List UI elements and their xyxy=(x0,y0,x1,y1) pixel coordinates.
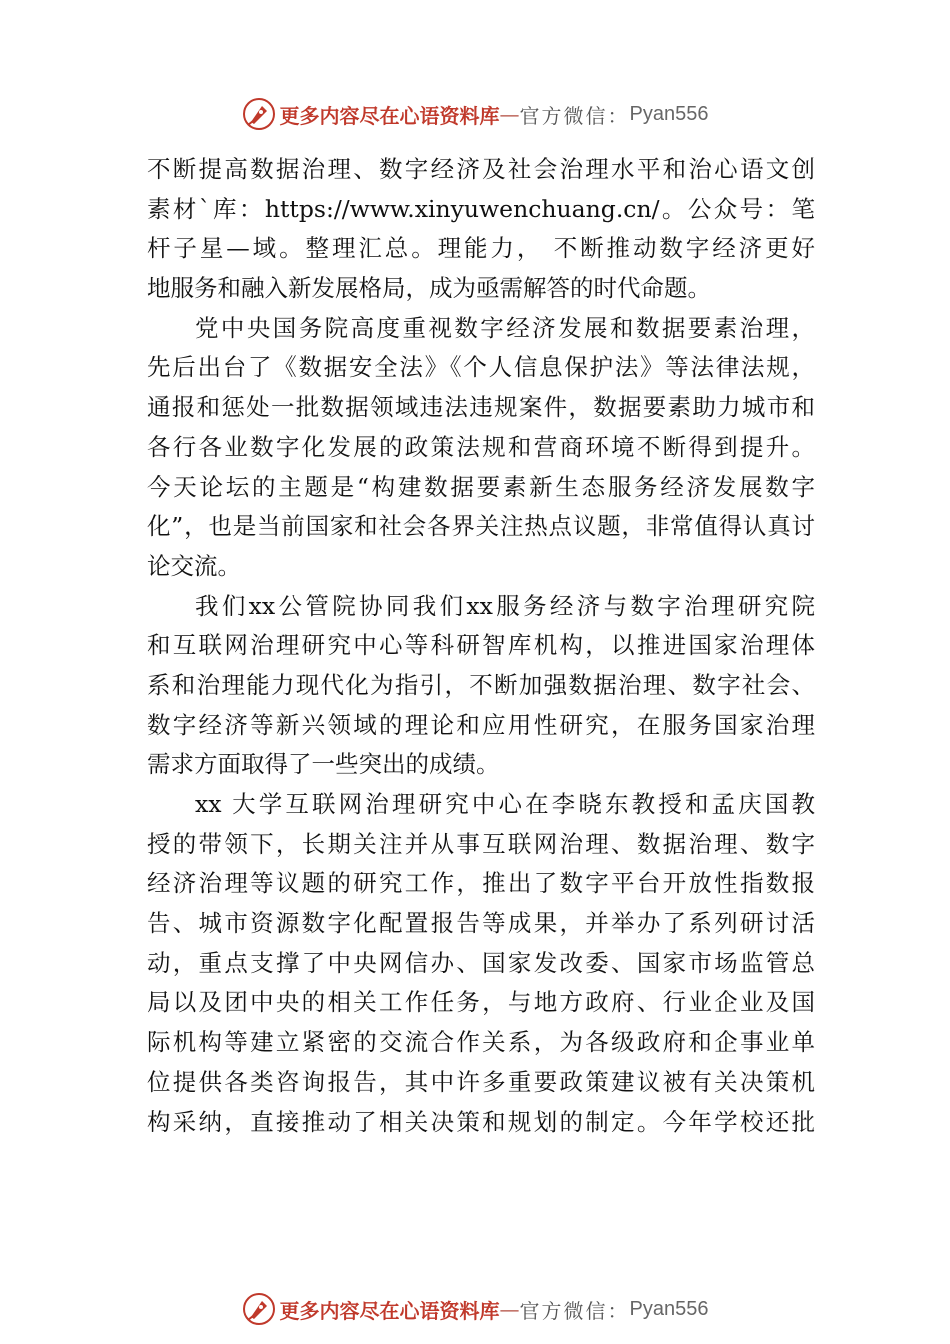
text-line: 构采纳，直接推动了相关决策和规划的制定。今年学校还批 xyxy=(147,1107,815,1136)
text-line: 论交流。 xyxy=(147,551,241,580)
text-line: 经济治理等议题的研究工作，推出了数字平台开放性指数报 xyxy=(147,869,815,898)
text-line: 先后出台了《数据安全法》《个人信息保护法》等法律法规， xyxy=(147,353,815,382)
watermark-dash: — xyxy=(499,102,520,126)
text-line: 局以及团中央的相关工作任务，与地方政府、行业企业及国 xyxy=(147,988,815,1017)
pen-nib-logo-icon xyxy=(242,1292,276,1326)
text-line: 各行各业数字化发展的政策法规和营商环境不断得到提升。 xyxy=(147,432,815,461)
text-line: 和互联网治理研究中心等科研智库机构，以推进国家治理体 xyxy=(147,631,815,660)
text-line: 今天论坛的主题是“构建数据要素新生态服务经济发展数字 xyxy=(147,472,815,501)
footer-watermark xyxy=(0,1289,950,1329)
text-line: 动，重点支撑了中央网信办、国家发改委、国家市场监管总 xyxy=(147,948,815,977)
watermark-main-text: 更多内容尽在心语资料库 xyxy=(279,1298,500,1323)
watermark-wechat-label: 官方微信： xyxy=(519,1298,630,1323)
text-line: 需求方面取得了一些突出的成绩。 xyxy=(147,750,500,779)
text-line: 不断提高数据治理、数字经济及社会治理水平和治心语文创 xyxy=(147,155,815,183)
text-line: 杆子星—域。整理汇总。理能力， 不断推动数字经济更好 xyxy=(147,234,815,263)
watermark-wechat-id: Pyan556 xyxy=(629,1297,709,1320)
text-line: 际机构等建立紧密的交流合作关系，为各级政府和企事业单 xyxy=(147,1028,815,1057)
text-line: 授的带领下，长期关注并从事互联网治理、数据治理、数字 xyxy=(147,829,815,858)
header-watermark xyxy=(0,94,950,134)
text-line: 素材`库：https://www.xinyuwenchuang.cn/。公众号：笔 xyxy=(147,194,815,223)
watermark-wechat-label: 官方微信： xyxy=(519,103,630,128)
text-line: 地服务和融入新发展格局，成为亟需解答的时代命题。 xyxy=(147,274,711,303)
watermark-wechat-id: Pyan556 xyxy=(629,102,709,125)
text-line: 数字经济等新兴领域的理论和应用性研究，在服务国家治理 xyxy=(147,710,815,739)
paragraph-start: 党中央国务院高度重视数字经济发展和数据要素治理， xyxy=(195,313,815,342)
text-line: 位提供各类咨询报告，其中许多重要政策建议被有关决策机 xyxy=(147,1067,815,1096)
watermark-main-text: 更多内容尽在心语资料库 xyxy=(279,103,500,128)
text-line: 通报和惩处一批数据领域违法违规案件，数据要素助力城市和 xyxy=(147,393,815,422)
paragraph-start: 我们xx公管院协同我们xx服务经济与数字治理研究院 xyxy=(195,591,815,620)
text-line: 系和治理能力现代化为指引，不断加强数据治理、数字社会、 xyxy=(147,670,815,699)
text-line: 告、城市资源数字化配置报告等成果，并举办了系列研讨活 xyxy=(147,909,815,938)
watermark-dash: — xyxy=(499,1297,520,1321)
paragraph-start: xx 大学互联网治理研究中心在李晓东教授和孟庆国教 xyxy=(195,790,815,818)
document-body xyxy=(147,150,815,1142)
pen-nib-logo-icon xyxy=(242,97,276,131)
text-line: 化”，也是当前国家和社会各界关注热点议题，非常值得认真讨 xyxy=(147,512,815,541)
